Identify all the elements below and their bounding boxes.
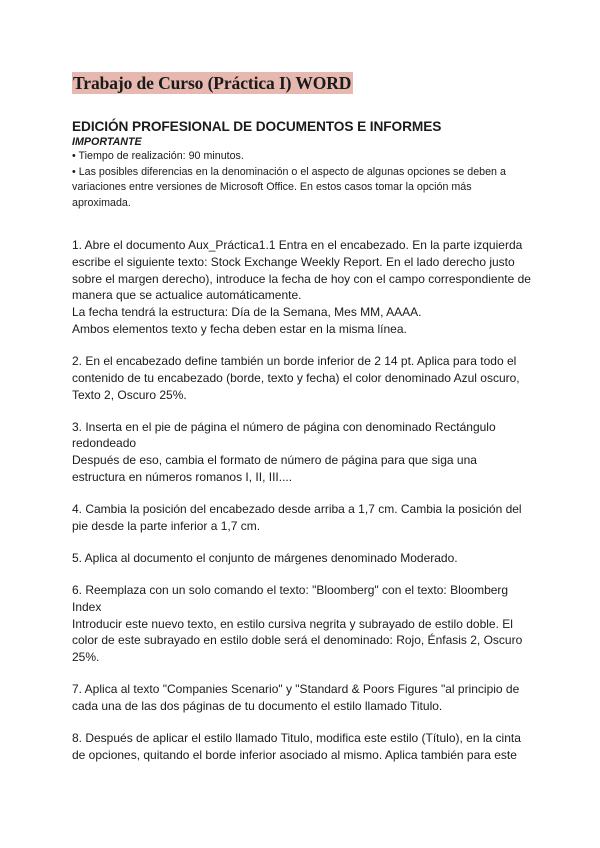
instruction-paragraph: La fecha tendrá la estructura: Día de la Semana, Mes MM, AAAA. bbox=[72, 305, 422, 320]
important-label: IMPORTANTE bbox=[72, 136, 142, 148]
instruction-item-2 bbox=[72, 353, 532, 403]
section-heading: EDICIÓN PROFESIONAL DE DOCUMENTOS E INFORMES bbox=[72, 119, 442, 134]
instruction-item-5 bbox=[72, 550, 532, 567]
instruction-paragraph: 8. Después de aplicar el estilo llamado Titulo, modifica este estilo (Título), en la cinta de opciones, quitando el borde inferior asociado al mismo. Aplica también para este bbox=[72, 731, 521, 762]
instruction-item-6 bbox=[72, 582, 532, 666]
note-versions: • Las posibles diferencias en la denominación o el aspecto de algunas opciones se deben a variaciones entre versiones de Microsoft Office. En estos casos tomar la opción más aproximada. bbox=[72, 165, 506, 209]
important-notes bbox=[72, 149, 532, 211]
instruction-paragraph: Introducir este nuevo texto, en estilo cursiva negrita y subrayado de estilo doble. El color de este subrayado en estilo doble será el denominado: Rojo, Énfasis 2, Oscuro 25%. bbox=[72, 616, 523, 664]
document-page bbox=[72, 72, 532, 779]
instruction-paragraph: 4. Cambia la posición del encabezado desde arriba a 1,7 cm. Cambia la posición del pie desde la parte inferior a 1,7 cm. bbox=[72, 502, 522, 533]
document-title: Trabajo de Curso (Práctica I) WORD bbox=[73, 73, 352, 93]
instruction-item-8 bbox=[72, 730, 532, 763]
instruction-paragraph: 7. Aplica al texto "Companies Scenario" y "Standard & Poors Figures "al principio de cada una de las dos páginas de tu documento el estilo llamado Titulo. bbox=[72, 682, 520, 713]
instruction-paragraph: 1. Abre el documento Aux_Práctica1.1 Entra en el encabezado. En la parte izquierda escribe el siguiente texto: Stock Exchange Weekly Report. En el lado derecho justo sobre el margen derecho), introduce la fecha de hoy con el campo correspondiente de manera que se actualice automáticamente. bbox=[72, 238, 531, 303]
instruction-paragraph: 6. Reemplaza con un solo comando el texto: "Bloomberg" con el texto: Bloomberg Index bbox=[72, 583, 509, 614]
instruction-item-7 bbox=[72, 681, 532, 714]
instruction-paragraph: 5. Aplica al documento el conjunto de márgenes denominado Moderado. bbox=[72, 550, 458, 565]
instruction-paragraph: Después de eso, cambia el formato de número de página para que siga una estructura en números romanos I, II, III.... bbox=[72, 453, 477, 484]
instruction-item-1 bbox=[72, 237, 532, 337]
instruction-item-4 bbox=[72, 501, 532, 534]
instructions-list bbox=[72, 237, 532, 763]
instruction-paragraph: Ambos elementos texto y fecha deben estar en la misma línea. bbox=[72, 321, 407, 336]
instruction-item-3 bbox=[72, 419, 532, 486]
note-time: • Tiempo de realización: 90 minutos. bbox=[72, 150, 244, 162]
instruction-paragraph: 3. Inserta en el pie de página el número de página con denominado Rectángulo redondeado bbox=[72, 419, 496, 451]
instruction-paragraph: 2. En el encabezado define también un borde inferior de 2 14 pt. Aplica para todo el contenido de tu encabezado (borde, texto y fecha) el color denominado Azul oscuro, Texto 2, Oscuro 25%. bbox=[72, 354, 520, 402]
